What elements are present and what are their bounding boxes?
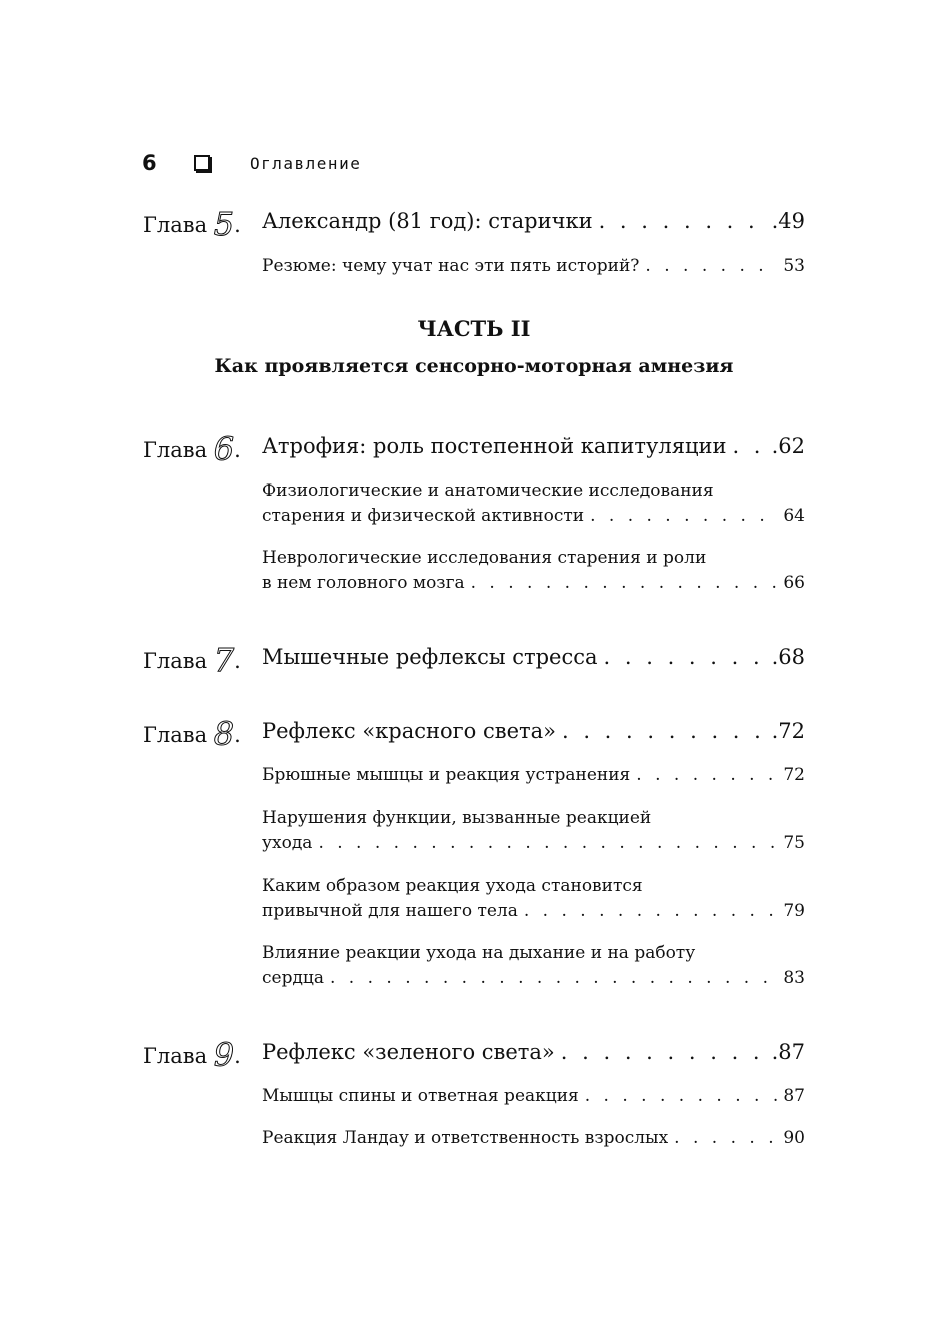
chapter-number: 6 (213, 430, 235, 468)
leader-dots (561, 1040, 766, 1064)
chapter-label: Глава 6. (143, 430, 241, 468)
chapter-number: 5 (213, 205, 235, 243)
running-head-title: Оглавление (250, 153, 362, 173)
page-ref: 75 (783, 833, 805, 853)
toc-entry[interactable] (262, 719, 805, 743)
subentry-title: ухода (262, 833, 313, 853)
chapter-title: Атрофия: роль постепенной капитуляции (262, 434, 727, 458)
leader-dots (732, 434, 765, 458)
page-ref: .87 (771, 1040, 805, 1064)
subentry-title: Реакция Ландау и ответственность взрослых (262, 1128, 669, 1148)
toc-entry[interactable] (262, 434, 805, 458)
subentry-line: Неврологические исследования старения и роли (262, 548, 707, 568)
chapter-number: 9 (213, 1036, 235, 1074)
chapter-label: Глава 9. (143, 1036, 241, 1074)
page-ref: 53 (783, 256, 805, 276)
page-ref: .62 (771, 434, 805, 458)
subentry-title: Брюшные мышцы и реакция устранения (262, 765, 631, 785)
chapter-title: Рефлекс «красного света» (262, 719, 556, 743)
leader-dots (330, 968, 777, 988)
page-ref: 79 (783, 901, 805, 921)
chapter-word: Глава (143, 723, 208, 747)
subentry-title: старения и физической активности (262, 506, 585, 526)
toc-subentry[interactable] (262, 765, 805, 785)
page-ref: .68 (771, 645, 805, 669)
chapter-word: Глава (143, 213, 208, 237)
running-head (142, 148, 361, 178)
subentry-title: сердца (262, 968, 324, 988)
toc-entry[interactable] (262, 1040, 805, 1064)
page-ref: 83 (783, 968, 805, 988)
subentry-title: в нем головного мозга (262, 573, 465, 593)
leader-dots (604, 645, 766, 669)
subentry-title: Резюме: чему учат нас эти пять историй? (262, 256, 640, 276)
chapter-title: Александр (81 год): старички (262, 209, 593, 233)
page-ref: .49 (771, 209, 805, 233)
leader-dots (318, 833, 777, 853)
toc-subentry[interactable] (262, 256, 805, 276)
leader-dots (645, 256, 777, 276)
page-ref: 72 (783, 765, 805, 785)
toc-subentry[interactable] (262, 901, 805, 921)
chapter-word: Глава (143, 438, 208, 462)
leader-dots (590, 506, 777, 526)
chapter-label: Глава 8. (143, 715, 241, 753)
toc-subentry[interactable] (262, 1128, 805, 1148)
toc-subentry[interactable] (262, 833, 805, 853)
toc-subentry[interactable] (262, 1086, 805, 1106)
leader-dots (562, 719, 766, 743)
subentry-title: привычной для нашего тела (262, 901, 518, 921)
page-ref: 87 (783, 1086, 805, 1106)
chapter-label: Глава 5. (143, 205, 241, 243)
subentry-line: Физиологические и анатомические исследования (262, 481, 714, 501)
toc-subentry[interactable] (262, 506, 805, 526)
chapter-title: Мышечные рефлексы стресса (262, 645, 598, 669)
chapter-title: Рефлекс «зеленого света» (262, 1040, 555, 1064)
leader-dots (524, 901, 778, 921)
toc-entry[interactable] (262, 209, 805, 233)
leader-dots (636, 765, 777, 785)
leader-dots (599, 209, 766, 233)
subentry-line: Нарушения функции, вызванные реакцией (262, 808, 652, 828)
toc-entry[interactable] (262, 645, 805, 669)
subentry-line: Каким образом реакция ухода становится (262, 876, 643, 896)
leader-dots (471, 573, 778, 593)
page-ref: 64 (783, 506, 805, 526)
page-ref: 66 (783, 573, 805, 593)
chapter-number: 8 (213, 715, 235, 753)
leader-dots (674, 1128, 777, 1148)
toc-subentry[interactable] (262, 968, 805, 988)
leader-dots (585, 1086, 778, 1106)
chapter-word: Глава (143, 649, 208, 673)
subentry-title: Мышцы спины и ответная реакция (262, 1086, 579, 1106)
chapter-number: 7 (213, 641, 235, 679)
page-ref: .72 (771, 719, 805, 743)
chapter-label: Глава 7. (143, 641, 241, 679)
subentry-line: Влияние реакции ухода на дыхание и на работу (262, 943, 696, 963)
page-ref: 90 (783, 1128, 805, 1148)
page-number: 6 (142, 151, 157, 175)
square-box-icon (194, 155, 210, 171)
part-title: ЧАСТЬ II (417, 316, 531, 341)
part-subtitle: Как проявляется сенсорно-моторная амнезия (214, 355, 734, 377)
toc-subentry[interactable] (262, 573, 805, 593)
chapter-word: Глава (143, 1044, 208, 1068)
